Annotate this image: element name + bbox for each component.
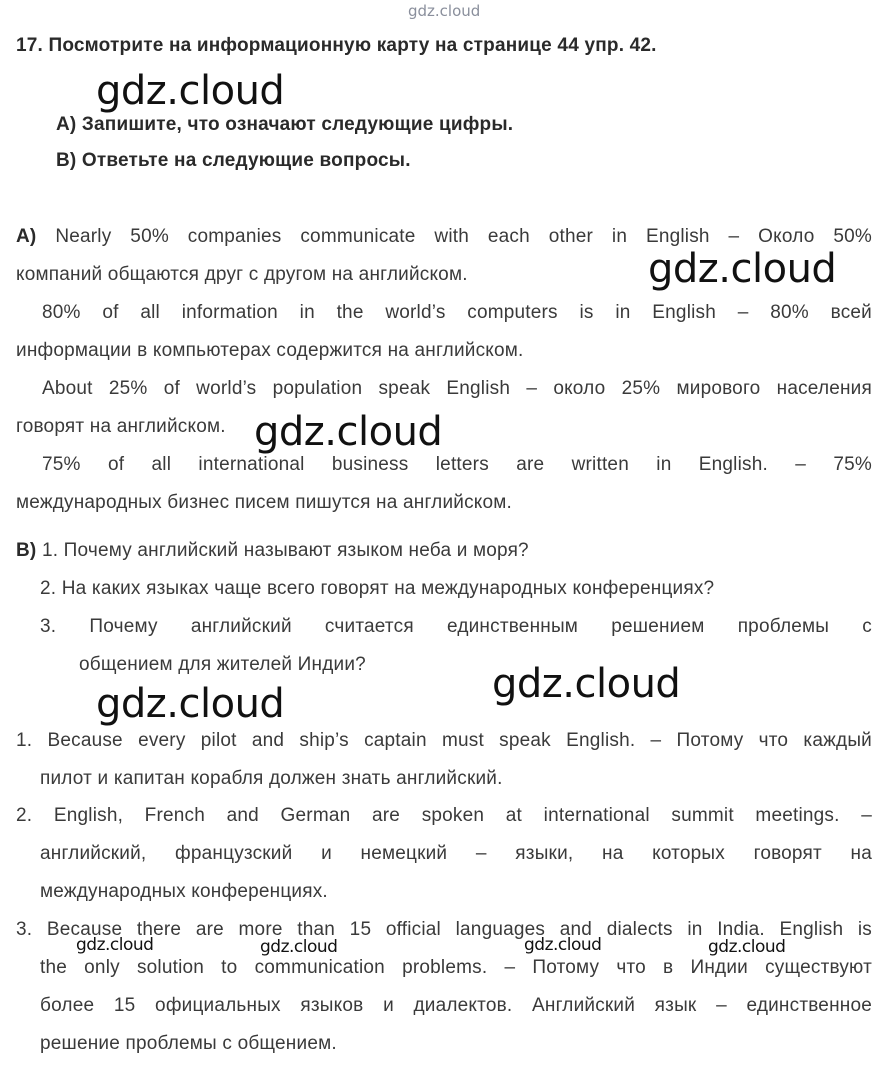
answer-3-line-2: the only solution to communication problems. – Потому что в Индии существуют bbox=[40, 957, 872, 978]
watermark-6: gdz.cloud bbox=[76, 935, 154, 955]
question-3-line-1: 3. Почему английский считается единственным решением проблемы с bbox=[40, 616, 872, 637]
answer-2-line-1: 2. English, French and German are spoken at international summit meetings. – bbox=[16, 805, 872, 826]
watermark-top: gdz.cloud bbox=[408, 2, 481, 20]
answer-2-line-2: английский, французский и немецкий – языки, на которых говорят на bbox=[40, 843, 872, 864]
watermark-8: gdz.cloud bbox=[524, 935, 602, 955]
task-title: 17. Посмотрите на информационную карту на странице 44 упр. 42. bbox=[16, 35, 657, 56]
watermark-5: gdz.cloud bbox=[96, 681, 285, 727]
watermark-1: gdz.cloud bbox=[96, 68, 285, 114]
answer-1-line-1: 1. Because every pilot and ship’s captain must speak English. – Потому что каждый bbox=[16, 730, 872, 751]
question-3-line-2: общением для жителей Индии? bbox=[79, 654, 366, 675]
answer-a-line-3: 80% of all information in the world’s computers is in English – 80% всей bbox=[42, 302, 872, 323]
answer-a-line-4: информации в компьютерах содержится на английском. bbox=[16, 340, 524, 361]
task-sub-a: А) Запишите, что означают следующие цифры. bbox=[56, 114, 514, 135]
answer-3-line-3: более 15 официальных языков и диалектов. Английский язык – единственное bbox=[40, 995, 872, 1016]
answer-2-line-3: международных конференциях. bbox=[40, 881, 328, 902]
answer-a-line-5: About 25% of world’s population speak English – около 25% мирового населения bbox=[42, 378, 872, 399]
answer-a-line-7: 75% of all international business letters are written in English. – 75% bbox=[42, 454, 872, 475]
answer-b-line-1 bbox=[16, 539, 529, 563]
answer-b-label: В) bbox=[16, 540, 37, 561]
answer-1-line-2: пилот и капитан корабля должен знать английский. bbox=[40, 768, 503, 789]
watermark-4: gdz.cloud bbox=[492, 661, 681, 707]
answer-a-label: А) bbox=[16, 226, 37, 247]
answer-a-line-8: международных бизнес писем пишутся на английском. bbox=[16, 492, 513, 513]
question-1: 1. Почему английский называют языком неба и моря? bbox=[41, 540, 529, 561]
answer-a-text-1: Nearly 50% companies communicate with each other in English – Около 50% bbox=[55, 226, 872, 247]
watermark-7: gdz.cloud bbox=[260, 937, 338, 957]
watermark-3: gdz.cloud bbox=[254, 409, 443, 455]
answer-3-line-4: решение проблемы с общением. bbox=[40, 1033, 337, 1054]
answer-a-line-2: компаний общаются друг с другом на английском. bbox=[16, 264, 468, 285]
answer-a-line-6: говорят на английском. bbox=[16, 416, 226, 437]
watermark-2: gdz.cloud bbox=[648, 246, 837, 292]
question-2: 2. На каких языках чаще всего говорят на международных конференциях? bbox=[40, 578, 715, 599]
answer-3-line-1: 3. Because there are more than 15 official languages and dialects in India. English is bbox=[16, 919, 872, 940]
task-sub-b: В) Ответьте на следующие вопросы. bbox=[56, 150, 411, 171]
watermark-9: gdz.cloud bbox=[708, 937, 786, 957]
